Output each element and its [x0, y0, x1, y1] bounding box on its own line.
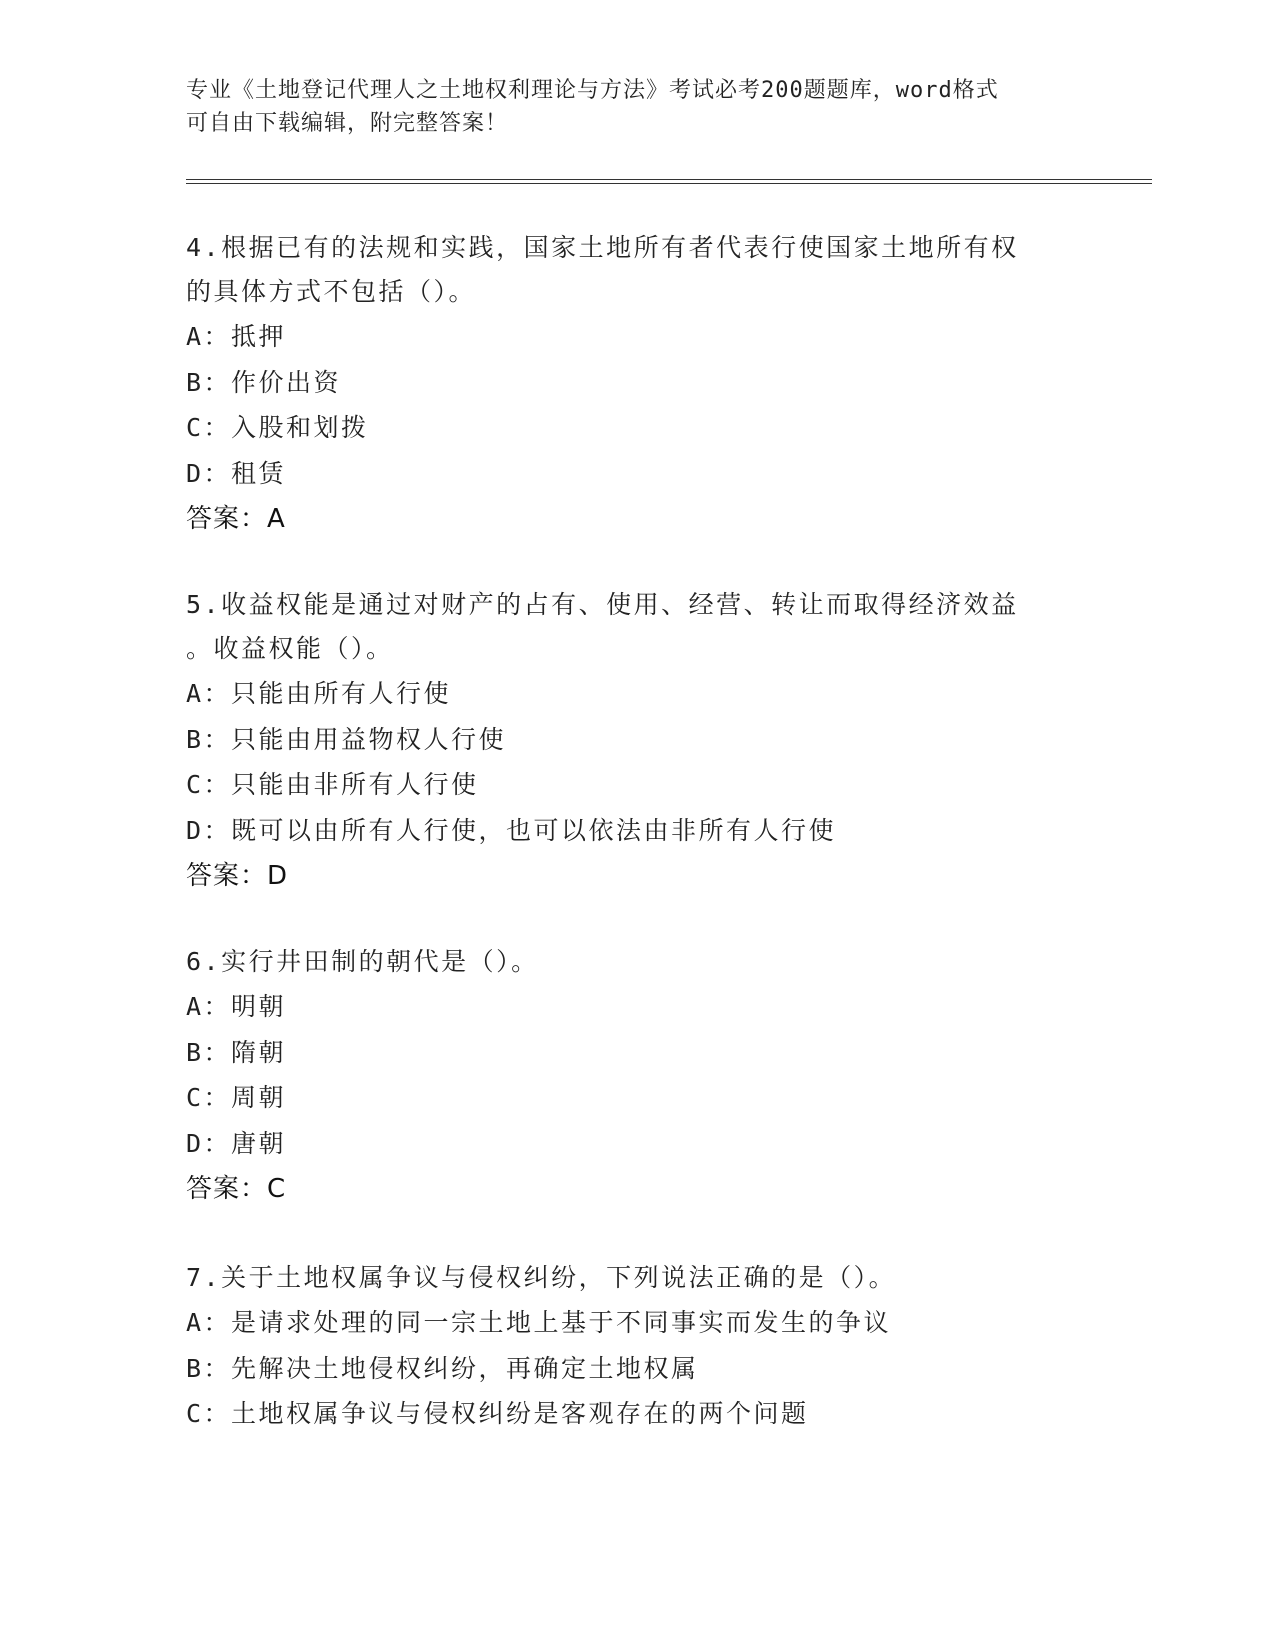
- header-rule-line-bottom: [186, 183, 1152, 184]
- answer-line: 答案：C: [186, 1174, 287, 1204]
- option-d: D：租赁: [186, 458, 287, 488]
- question-5: [186, 583, 1066, 899]
- option-c: C：土地权属争议与侵权纠纷是客观存在的两个问题: [186, 1399, 809, 1428]
- question-stem-line: 7.关于土地权属争议与侵权纠纷，下列说法正确的是（）。: [186, 1263, 897, 1292]
- option-b: B：隋朝: [186, 1037, 287, 1067]
- header-double-rule: [186, 179, 1152, 185]
- option-a: A：明朝: [186, 992, 287, 1021]
- question-4: [186, 226, 1066, 542]
- option-a: A：抵押: [186, 322, 287, 351]
- option-d: D：既可以由所有人行使，也可以依法由非所有人行使: [186, 815, 837, 845]
- option-a: A：是请求处理的同一宗土地上基于不同事实而发生的争议: [186, 1308, 892, 1337]
- option-c: C：周朝: [186, 1083, 287, 1112]
- question-stem-line: 。收益权能（）。: [186, 634, 394, 663]
- option-b: B：作价出资: [186, 367, 342, 397]
- question-6: [186, 940, 1066, 1212]
- question-stem-line: 5.收益权能是通过对财产的占有、使用、经营、转让而取得经济效益: [186, 590, 1019, 619]
- answer-line: 答案：D: [186, 861, 289, 891]
- question-stem-line: 的具体方式不包括（）。: [186, 277, 477, 306]
- option-b: B：只能由用益物权人行使: [186, 724, 507, 754]
- question-stem-line: 4.根据已有的法规和实践，国家土地所有者代表行使国家土地所有权: [186, 233, 1019, 262]
- header-line-1: 专业《土地登记代理人之土地权利理论与方法》考试必考200题题库，word格式: [186, 78, 999, 103]
- header-rule-line-top: [186, 179, 1152, 180]
- option-b: B：先解决土地侵权纠纷，再确定土地权属: [186, 1353, 699, 1383]
- question-7: [186, 1256, 1066, 1437]
- answer-line: 答案：A: [186, 504, 286, 534]
- option-c: C：入股和划拨: [186, 413, 369, 442]
- option-c: C：只能由非所有人行使: [186, 770, 479, 799]
- option-d: D：唐朝: [186, 1128, 287, 1158]
- option-a: A：只能由所有人行使: [186, 679, 452, 708]
- document-header: [186, 74, 1066, 140]
- question-stem-line: 6.实行井田制的朝代是（）。: [186, 947, 539, 976]
- header-line-2: 可自由下载编辑，附完整答案！: [186, 111, 509, 136]
